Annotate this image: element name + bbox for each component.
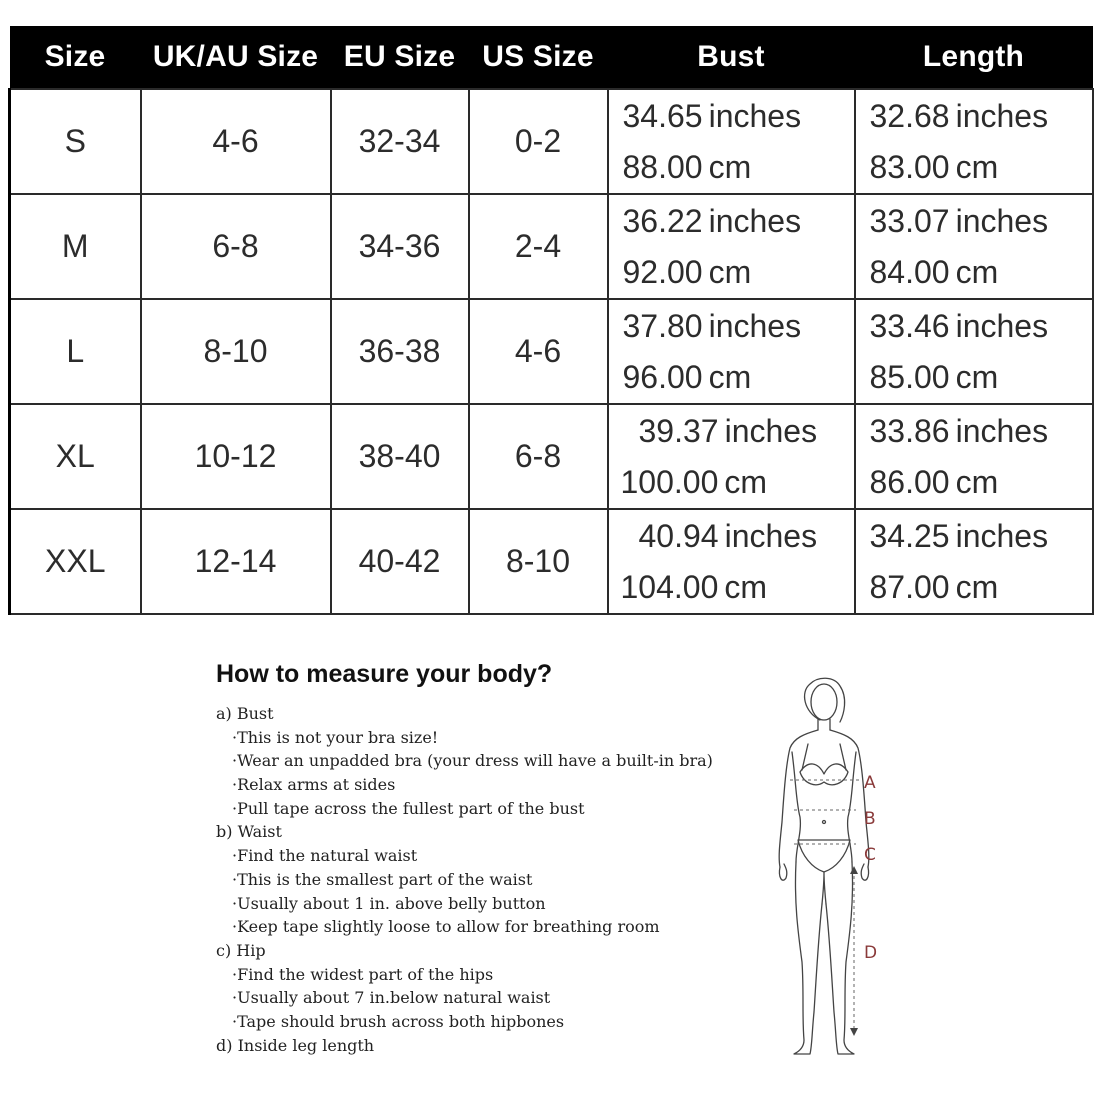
cell-length [855,89,1093,194]
guide-section-heading: b) Waist [216,822,282,842]
table-row [10,89,1093,194]
cell-bust [608,194,855,299]
cell-eu-size: 40-42 [331,509,469,614]
header-bust: Bust [608,26,855,89]
figure-left-arm [779,730,818,867]
cell-bust-inches: 37.80 inches [622,307,802,344]
guide-title: How to measure your body? [216,660,553,688]
cell-length-cm: 86.00 cm [869,463,999,500]
size-chart-table [8,26,1094,615]
cell-bust-inches: 39.37 inches [638,412,818,449]
figure-right-leg [826,862,854,1054]
cell-size: XL [10,404,141,509]
cell-length-cm: 87.00 cm [869,568,999,605]
figure-briefs [798,840,850,872]
cell-length [855,509,1093,614]
cell-length [855,299,1093,404]
cell-length-inches: 33.07 inches [869,202,1049,239]
guide-item: ·Find the natural waist [232,846,418,866]
cell-bust-cm: 100.00 cm [620,463,768,500]
cell-bust [608,299,855,404]
figure-right-arm [830,730,869,867]
cell-bust-inches: 40.94 inches [638,517,818,554]
cell-length-inches: 33.46 inches [869,307,1049,344]
guide-section-heading: d) Inside leg length [216,1035,375,1055]
cell-us-size: 0-2 [469,89,608,194]
figure-bra [800,764,848,785]
measurement-guide [216,702,713,1057]
cell-bust-inches: 34.65 inches [622,97,802,134]
header-uk-au-size: UK/AU Size [141,26,331,89]
table-row [10,404,1093,509]
cell-length-inches: 33.86 inches [869,412,1049,449]
cell-size: XXL [10,509,141,614]
cell-uk-au-size: 8-10 [141,299,331,404]
table-row [10,194,1093,299]
cell-uk-au-size: 12-14 [141,509,331,614]
cell-length [855,404,1093,509]
cell-eu-size: 36-38 [331,299,469,404]
size-chart-header-row [10,26,1093,89]
cell-length-cm: 85.00 cm [869,358,999,395]
cell-size: L [10,299,141,404]
cell-bust-cm: 96.00 cm [622,358,752,395]
guide-item: ·Usually about 7 in.below natural waist [232,988,551,1008]
cell-size: S [10,89,141,194]
header-length: Length [855,26,1093,89]
figure-left-leg [794,862,822,1054]
cell-length-cm: 84.00 cm [869,253,999,290]
cell-bust-inches: 36.22 inches [622,202,802,239]
cell-length [855,194,1093,299]
guide-section-heading: a) Bust [216,704,274,723]
guide-item: ·Keep tape slightly loose to allow for breathing room [232,917,660,937]
cell-bust-cm: 88.00 cm [622,148,752,185]
cell-bust [608,89,855,194]
cell-uk-au-size: 4-6 [141,89,331,194]
table-row [10,299,1093,404]
label-a: A [864,773,876,793]
cell-us-size: 2-4 [469,194,608,299]
guide-section-heading: c) Hip [216,940,266,960]
guide-item: ·Usually about 1 in. above belly button [232,893,546,913]
guide-item: ·Tape should brush across both hipbones [232,1011,565,1031]
header-us-size: US Size [469,26,608,89]
guide-item: ·Wear an unpadded bra (your dress will have a built-in bra) [232,751,713,771]
cell-uk-au-size: 6-8 [141,194,331,299]
cell-eu-size: 32-34 [331,89,469,194]
label-c: C [864,845,876,865]
label-b: B [864,809,876,829]
cell-bust [608,509,855,614]
cell-us-size: 6-8 [469,404,608,509]
cell-bust [608,404,855,509]
guide-item: ·Pull tape across the fullest part of the bust [232,798,585,818]
table-row [10,509,1093,614]
cell-eu-size: 34-36 [331,194,469,299]
body-measurement-figure [760,672,910,1062]
cell-length-cm: 83.00 cm [869,148,999,185]
guide-item: ·Find the widest part of the hips [232,964,494,984]
header-eu-size: EU Size [331,26,469,89]
cell-uk-au-size: 10-12 [141,404,331,509]
label-d: D [864,943,878,963]
cell-length-inches: 34.25 inches [869,517,1049,554]
cell-size: M [10,194,141,299]
header-size: Size [10,26,141,89]
cell-eu-size: 38-40 [331,404,469,509]
guide-item: ·Relax arms at sides [232,775,396,795]
guide-item: ·This is the smallest part of the waist [232,869,533,889]
guide-item: ·This is not your bra size! [232,727,439,747]
cell-length-inches: 32.68 inches [869,97,1049,134]
figure-head [811,684,837,720]
cell-bust-cm: 92.00 cm [622,253,752,290]
cell-us-size: 8-10 [469,509,608,614]
cell-bust-cm: 104.00 cm [620,568,768,605]
cell-us-size: 4-6 [469,299,608,404]
